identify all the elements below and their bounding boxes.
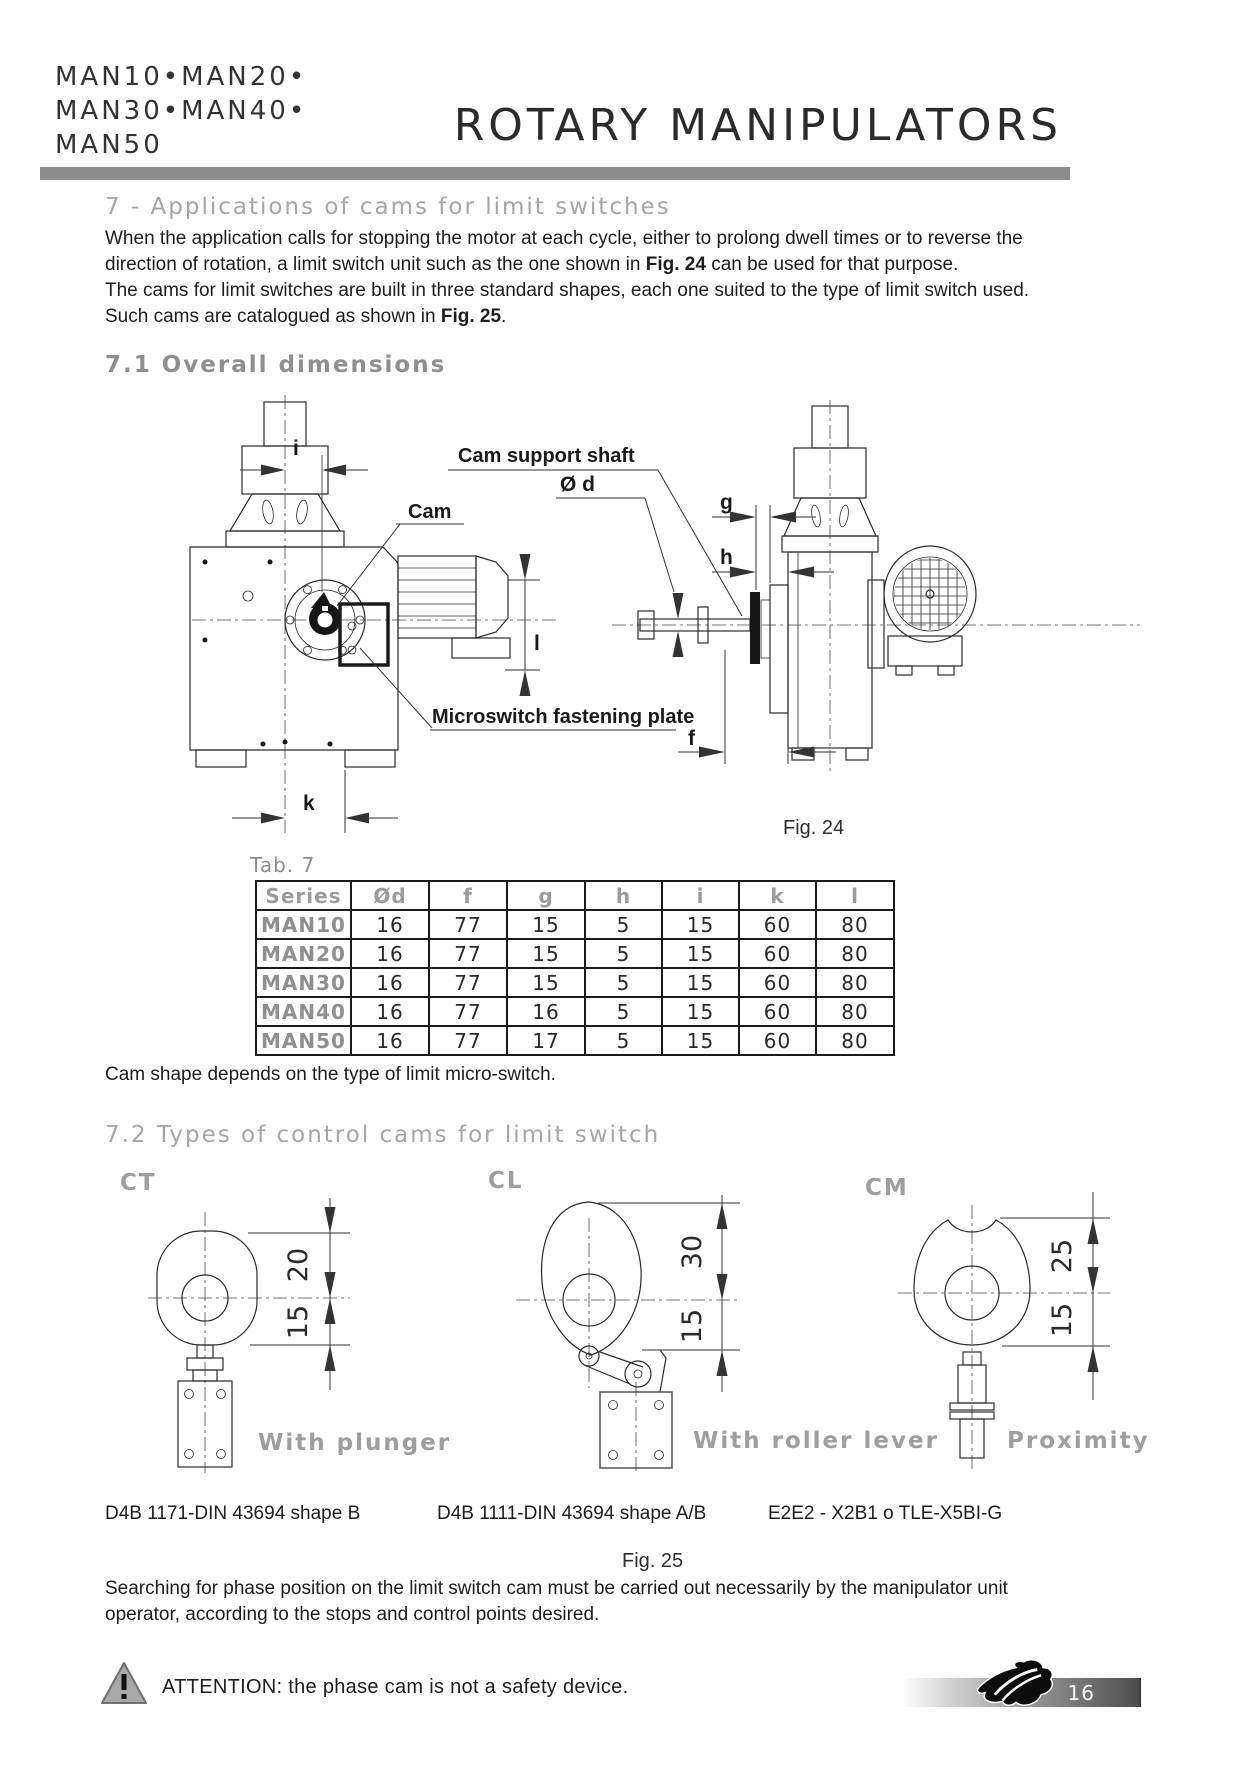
tab7-cell: 5 [585, 910, 662, 939]
tab7-cell: 15 [662, 1026, 739, 1055]
dim-label-d: Ø d [560, 473, 595, 496]
tab7-cell: 80 [816, 910, 894, 939]
manufacturer-logo [972, 1656, 1062, 1714]
ct-dim-lower: 15 [283, 1304, 314, 1340]
dim-label-h: h [720, 546, 733, 569]
tab7-cell: 16 [351, 968, 429, 997]
phase-position-paragraph: Searching for phase position on the limit switch cam must be carried out necessarily by the manipulator unit operator, according to the stops and control points desired. [105, 1578, 1008, 1625]
tab7-cell: MAN20 [256, 939, 351, 968]
tab7-col-header: k [739, 881, 816, 910]
section-7-2-heading: 7.2 Types of control cams for limit switch [105, 1122, 661, 1148]
tab7-cell: 5 [585, 968, 662, 997]
tab7-col-header: f [429, 881, 507, 910]
table-row [256, 939, 894, 968]
microswitch-plate-label: Microswitch fastening plate [432, 706, 695, 728]
tab7-cell: 77 [429, 910, 507, 939]
tab7-dimensions-table [255, 880, 895, 1056]
warning-triangle-icon [100, 1660, 148, 1706]
section-7-heading: 7 - Applications of cams for limit switches [105, 194, 671, 220]
cm-code-label: CM [865, 1175, 909, 1201]
cl-part-number: D4B 1111-DIN 43694 shape A/B [437, 1503, 707, 1524]
cm-dim-upper: 25 [1047, 1238, 1078, 1274]
tab7-caption: Tab. 7 [250, 853, 316, 877]
tab7-cell: 15 [507, 939, 585, 968]
tab7-cell: 80 [816, 1026, 894, 1055]
tab7-cell: 16 [351, 1026, 429, 1055]
series-line: MAN30•MAN40• [55, 96, 308, 126]
tab7-cell: 60 [739, 910, 816, 939]
tab7-cell: 60 [739, 968, 816, 997]
cam-shape-note: Cam shape depends on the type of limit micro-switch. [105, 1064, 556, 1085]
tab7-cell: 5 [585, 1026, 662, 1055]
dim-label-f: f [688, 727, 695, 750]
ct-caption: With plunger [258, 1430, 452, 1456]
table-row [256, 997, 894, 1026]
tab7-cell: 15 [662, 997, 739, 1026]
fig24-reference: Fig. 24 [645, 254, 706, 275]
tab7-cell: 77 [429, 997, 507, 1026]
tab7-cell: 77 [429, 968, 507, 997]
series-line: MAN50 [55, 130, 163, 160]
table-row [256, 1026, 894, 1055]
cl-caption: With roller lever [693, 1428, 939, 1454]
tab7-cell: 15 [662, 968, 739, 997]
fig25-reference: Fig. 25 [440, 306, 502, 327]
tab7-cell: 15 [507, 968, 585, 997]
tab7-cell: 80 [816, 939, 894, 968]
attention-note: ATTENTION: the phase cam is not a safety device. [162, 1676, 629, 1698]
tab7-cell: 5 [585, 939, 662, 968]
cl-code-label: CL [488, 1168, 524, 1194]
tab7-cell: MAN10 [256, 910, 351, 939]
fig25-caption: Fig. 25 [622, 1550, 684, 1572]
header-divider-bar [40, 167, 1070, 180]
table-row [256, 910, 894, 939]
section-7-paragraph [105, 226, 1060, 330]
tab7-cell: 5 [585, 997, 662, 1026]
tab7-cell: MAN40 [256, 997, 351, 1026]
fig24-technical-drawing [0, 390, 1241, 875]
tab7-cell: 16 [351, 997, 429, 1026]
tab7-cell: 16 [351, 939, 429, 968]
tab7-cell: 15 [662, 910, 739, 939]
tab7-col-header: i [662, 881, 739, 910]
tab7-cell: 17 [507, 1026, 585, 1055]
tab7-col-header: l [816, 881, 894, 910]
cl-dim-lower: 15 [677, 1308, 708, 1344]
ct-part-number: D4B 1171-DIN 43694 shape B [105, 1503, 361, 1524]
tab7-cell: MAN50 [256, 1026, 351, 1055]
page-title: ROTARY MANIPULATORS [453, 100, 1062, 151]
tab7-cell: 16 [507, 997, 585, 1026]
series-line: MAN10•MAN20• [55, 62, 308, 92]
fig24-dimensions [232, 437, 836, 833]
ct-code-label: CT [120, 1170, 157, 1196]
fig24-caption: Fig. 24 [783, 817, 845, 839]
cm-caption: Proximity [1007, 1428, 1150, 1454]
cam-label: Cam [408, 501, 452, 523]
product-series-block [55, 60, 307, 162]
cm-part-number: E2E2 - X2B1 o TLE-X5BI-G [768, 1503, 1003, 1524]
page-number: 16 [1067, 1681, 1095, 1705]
tab7-cell: 60 [739, 1026, 816, 1055]
tab7-cell: 77 [429, 1026, 507, 1055]
table-row [256, 968, 894, 997]
table-header-row [256, 881, 894, 910]
tab7-col-header: Ød [351, 881, 429, 910]
tab7-cell: 77 [429, 939, 507, 968]
paragraph-line: The cams for limit switches are built in three standard shapes, each one suited to the type of limit switch used. [105, 280, 1030, 301]
dim-label-k: k [303, 792, 315, 815]
tab7-col-header: h [585, 881, 662, 910]
tab7-col-header: g [507, 881, 585, 910]
ct-dim-upper: 20 [283, 1247, 314, 1283]
paragraph-line: Such cams are catalogued as shown in Fig. 25. [105, 306, 507, 327]
tab7-cell: 16 [351, 910, 429, 939]
tab7-cell: 80 [816, 968, 894, 997]
tab7-cell: 60 [739, 997, 816, 1026]
cam-support-shaft-label: Cam support shaft [458, 445, 635, 467]
tab7-cell: 15 [662, 939, 739, 968]
tab7-cell: 15 [507, 910, 585, 939]
tab7-col-header: Series [256, 881, 351, 910]
dim-label-g: g [720, 491, 733, 514]
tab7-cell: 80 [816, 997, 894, 1026]
dim-label-l: l [534, 632, 540, 655]
cm-dim-lower: 15 [1047, 1302, 1078, 1338]
tab7-cell: 60 [739, 939, 816, 968]
cl-dim-upper: 30 [677, 1234, 708, 1270]
tab7-cell: MAN30 [256, 968, 351, 997]
paragraph-line: When the application calls for stopping the motor at each cycle, either to prolong dwell times or to reverse the direction of rotation, a limit switch unit such as the one shown in Fig. 24 can be used for that purpose. [105, 228, 1023, 275]
dim-label-i: i [293, 437, 299, 460]
section-7-1-heading: 7.1 Overall dimensions [105, 352, 447, 378]
